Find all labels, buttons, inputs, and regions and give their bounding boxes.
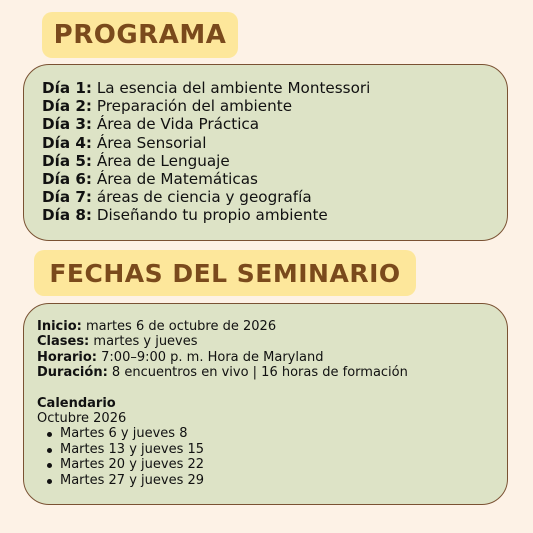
day-text: áreas de ciencia y geografía bbox=[96, 188, 312, 207]
inicio-row bbox=[37, 319, 507, 334]
day-text: Área de Vida Práctica bbox=[96, 115, 260, 134]
day-label: Día 2: bbox=[42, 97, 92, 116]
horario-label: Horario: bbox=[37, 349, 97, 365]
day-row bbox=[42, 188, 507, 206]
day-row bbox=[42, 79, 507, 97]
day-row bbox=[42, 152, 507, 170]
clases-row bbox=[37, 334, 507, 349]
fechas-title: FECHAS DEL SEMINARIO bbox=[34, 250, 416, 296]
date-item: Martes 27 y jueves 29 bbox=[60, 473, 507, 488]
calendar-month: Octubre 2026 bbox=[37, 411, 127, 427]
day-text: Diseñando tu propio ambiente bbox=[96, 206, 328, 225]
fechas-card bbox=[23, 303, 508, 505]
day-label: Día 1: bbox=[42, 79, 92, 97]
day-text: La esencia del ambiente Montessori bbox=[96, 79, 371, 97]
horario-value: 7:00–9:00 p. m. Hora de Maryland bbox=[101, 349, 324, 365]
day-row bbox=[42, 134, 507, 152]
duracion-row bbox=[37, 365, 507, 380]
day-label: Día 7: bbox=[42, 188, 92, 207]
day-text: Preparación del ambiente bbox=[96, 97, 293, 116]
day-text: Área de Matemáticas bbox=[96, 170, 258, 189]
date-item: Martes 13 y jueves 15 bbox=[60, 442, 507, 457]
calendario-heading bbox=[37, 396, 507, 411]
day-row bbox=[42, 97, 507, 115]
horario-row bbox=[37, 350, 507, 365]
day-text: Área Sensorial bbox=[96, 133, 207, 152]
calendario-label: Calendario bbox=[37, 395, 116, 411]
programa-title: PROGRAMA bbox=[42, 12, 238, 58]
inicio-label: Inicio: bbox=[37, 319, 82, 334]
day-label: Día 4: bbox=[42, 133, 92, 152]
duracion-label: Duración: bbox=[37, 365, 108, 381]
inicio-value: martes 6 de octubre de 2026 bbox=[85, 319, 277, 334]
day-label: Día 6: bbox=[42, 170, 92, 189]
clases-value: martes y jueves bbox=[93, 334, 198, 350]
duracion-value: 8 encuentros en vivo | 16 horas de formación bbox=[111, 365, 408, 381]
day-row bbox=[42, 170, 507, 188]
date-item: Martes 6 y jueves 8 bbox=[60, 426, 507, 441]
day-text: Área de Lenguaje bbox=[96, 151, 230, 170]
clases-label: Clases: bbox=[37, 334, 90, 350]
programa-card bbox=[23, 64, 508, 241]
day-row bbox=[42, 206, 507, 224]
day-label: Día 8: bbox=[42, 206, 92, 225]
day-label: Día 5: bbox=[42, 151, 92, 170]
date-item: Martes 20 y jueves 22 bbox=[60, 457, 507, 472]
day-label: Día 3: bbox=[42, 115, 92, 134]
day-row bbox=[42, 115, 507, 133]
dates-list bbox=[37, 426, 507, 488]
